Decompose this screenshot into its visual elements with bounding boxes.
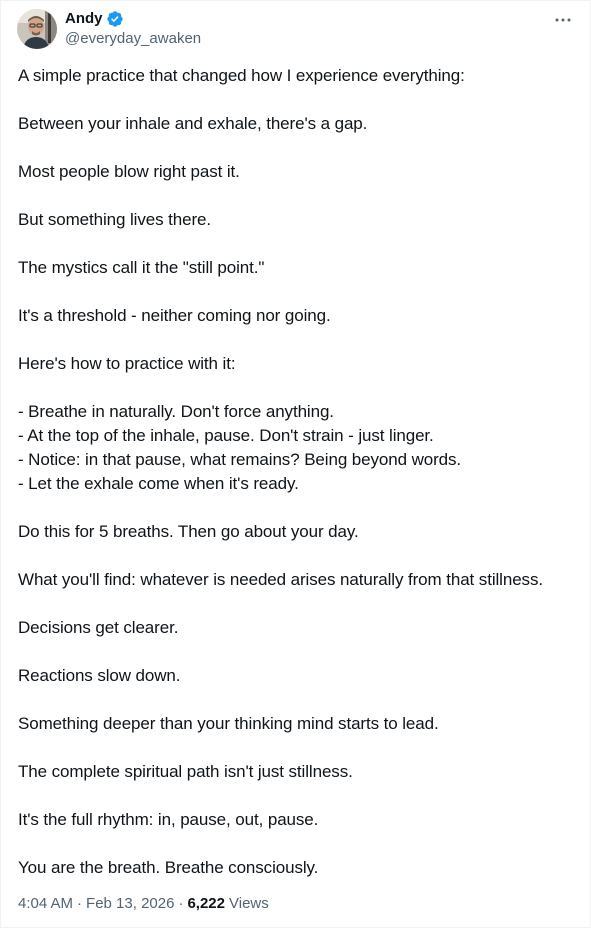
verified-badge-icon[interactable] — [106, 10, 124, 28]
separator: · — [77, 895, 83, 912]
tweet-text — [18, 64, 578, 880]
views-count: 6,222 — [187, 895, 225, 912]
tweet-paragraph: Something deeper than your thinking mind starts to lead. — [18, 714, 439, 733]
tweet-paragraph: Do this for 5 breaths. Then go about your day. — [18, 522, 359, 541]
tweet-paragraph: Between your inhale and exhale, there's a gap. — [18, 114, 368, 133]
tweet-paragraph: A simple practice that changed how I experience everything: — [18, 66, 465, 85]
separator: · — [178, 895, 184, 912]
tweet-paragraph: Here's how to practice with it: — [18, 354, 236, 373]
views-label: Views — [229, 895, 269, 912]
tweet-time[interactable]: 4:04 AM — [18, 895, 74, 912]
tweet-paragraph: It's the full rhythm: in, pause, out, pause. — [18, 810, 319, 829]
tweet-paragraph: You are the breath. Breathe consciously. — [18, 858, 319, 877]
tweet-list: - Breathe in naturally. Don't force anything. - At the top of the inhale, pause. Don't strain - just linger. - Notice: in that pause, what remains? Being beyond words. - Let the exhale come when it's ready. — [18, 402, 462, 493]
more-button[interactable] — [552, 11, 574, 29]
user-info — [65, 9, 201, 49]
tweet-header — [17, 9, 574, 53]
tweet-paragraph: But something lives there. — [18, 210, 211, 229]
tweet-paragraph: Reactions slow down. — [18, 666, 181, 685]
tweet-date[interactable]: Feb 13, 2026 — [86, 895, 175, 912]
handle[interactable]: @everyday_awaken — [65, 30, 202, 47]
tweet-paragraph: What you'll find: whatever is needed arises naturally from that stillness. — [18, 570, 543, 589]
tweet-paragraph: Decisions get clearer. — [18, 618, 179, 637]
tweet-paragraph: The complete spiritual path isn't just stillness. — [18, 762, 353, 781]
avatar[interactable] — [17, 9, 57, 49]
tweet-paragraph: It's a threshold - neither coming nor going. — [18, 306, 331, 325]
tweet-meta — [18, 894, 269, 914]
name-row — [65, 9, 201, 29]
display-name[interactable]: Andy — [65, 10, 103, 27]
more-horizontal-icon — [555, 17, 571, 23]
tweet-paragraph: The mystics call it the "still point." — [18, 258, 265, 277]
tweet-paragraph: Most people blow right past it. — [18, 162, 240, 181]
